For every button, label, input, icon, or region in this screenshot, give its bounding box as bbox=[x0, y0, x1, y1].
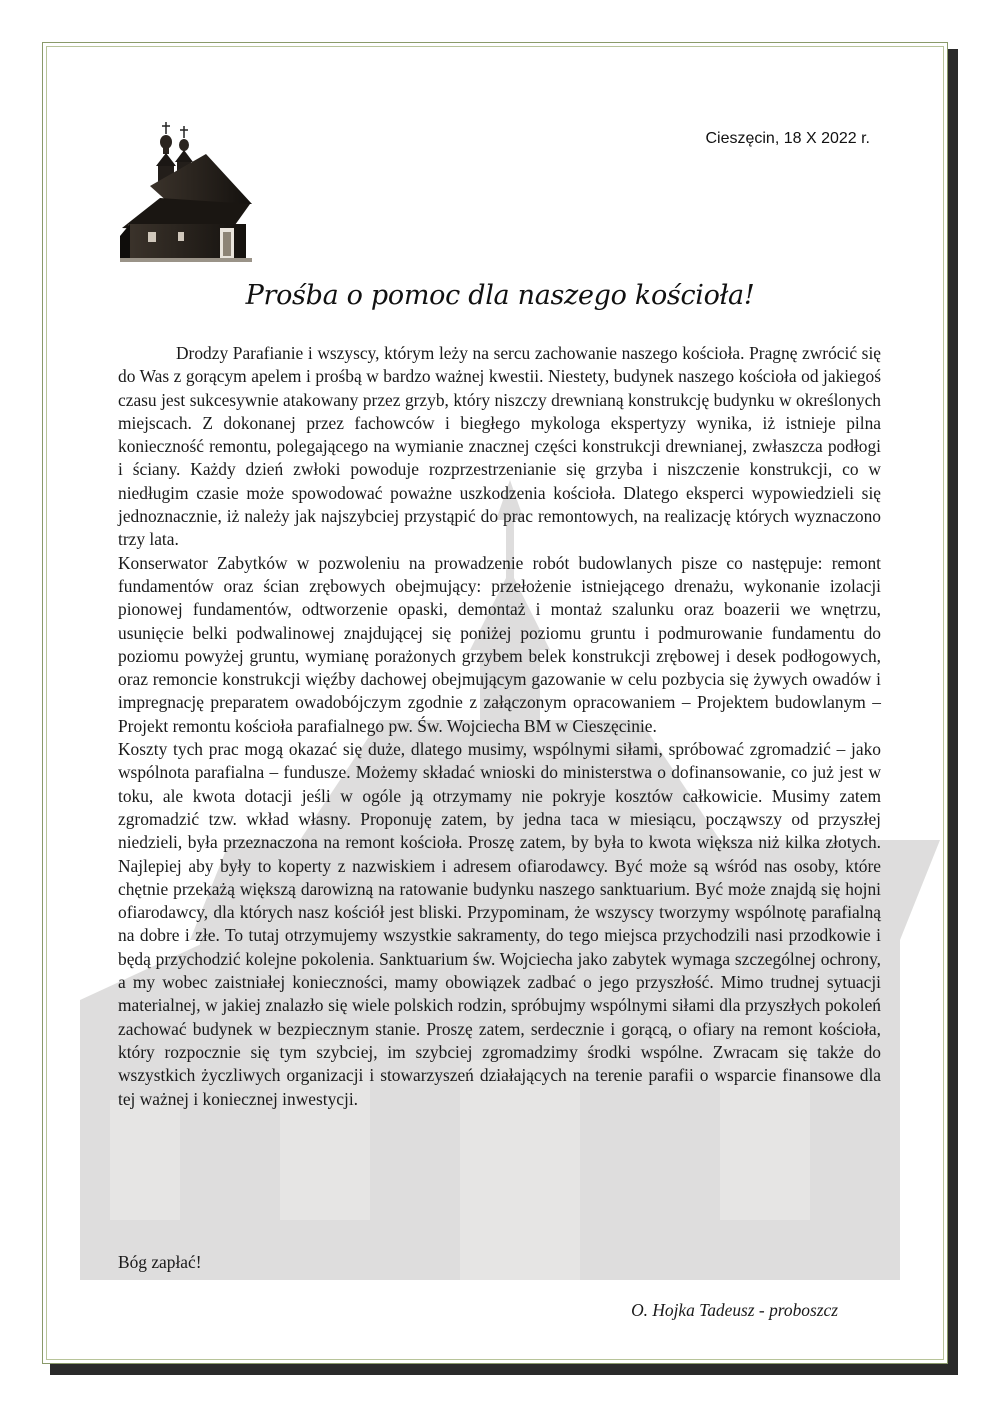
letter-body bbox=[118, 342, 881, 1111]
letter-title: Prośba o pomoc dla naszego kościoła! bbox=[245, 280, 755, 311]
signature: O. Hojka Tadeusz - proboszcz bbox=[631, 1300, 838, 1320]
paragraph-intro: Drodzy Parafianie i wszyscy, którym leży na sercu zachowanie naszego kościoła. Pragnę zwrócić się do Was z gorącym apelem i prośbą w bardzo ważnej kwestii. Niestety, budynek naszego kościoła od jakiegoś czasu jest sukcesywnie atakowany przez grzyb, który niszczy drewnianą konstrukcję budynku w określonych miejscach. Z dokonanej przez fachowców i biegłego mykologa ekspertyzy wynika, iż istnieje pilna konieczność remontu, polegającego na wymianie znacznej części konstrukcji drewnianej, zwłaszcza podłogi i ściany. Każdy dzień zwłoki powoduje rozprzestrzenianie się grzyba i niszczenie konstrukcji, co w niedługim czasie może spowodować poważne uszkodzenia kościoła. Dlatego eksperci wypowiedzieli się jednoznacznie, iż należy jak najszybciej przystąpić do prac remontowych, na realizację których wyznaczono trzy lata. bbox=[118, 343, 881, 550]
paragraph-conservator: Konserwator Zabytków w pozwoleniu na prowadzenie robót budowlanych pisze co następuje: remont fundamentów oraz ścian zrębowych obejmujący: przełożenie istniejącego drenażu, wykonanie izolacji pionowej fundamentów, odtworzenie opaski, demontaż i montaż szalunku oraz boazerii we wnętrzu, usunięcie belki podwalinowej znajdującej się poniżej poziomu gruntu i podmurowanie fundamentu do poziomu powyżej gruntu, wymianę porażonych grzybem belek konstrukcji zrębowej i desek podłogowych, oraz remoncie konstrukcji więźby dachowej obejmującym gazowanie w celu pozbycia się żywych owadów i impregnację preparatem owadobójczym zgodnie z załączonym opracowaniem – Projektem budowlanym – Projekt remontu kościoła parafialnego pw. Św. Wojciecha BM w Cieszęcinie. bbox=[118, 552, 881, 736]
paragraph-costs: Koszty tych prac mogą okazać się duże, dlatego musimy, wspólnymi siłami, spróbować zgromadzić – jako wspólnota parafialna – fundusze. Możemy składać wnioski do ministerstwa o dofinansowanie, co już jest w toku, ale kwota dotacji jeśli w ogóle ją otrzymamy nie pokryje kosztów całkowicie. Musimy zatem zgromadzić tzw. wkład własny. Proponuję zatem, by jedna taca w miesiącu, począwszy od przyszłej niedzieli, była przeznaczona na remont kościoła. Proszę zatem, by była to kwota większa niż kilka złotych. Najlepiej aby były to koperty z nazwiskiem i adresem ofiarodawcy. Być może są wśród nas osoby, które chętnie przekażą większą darowizną na ratowanie budynku naszego sanktuarium. Być może znajdą się hojni ofiarodawcy, dla których nasz kościół jest bliski. Przypominam, że wszyscy tworzymy wspólnotę parafialną na dobre i złe. To tutaj otrzymujemy wszystkie sakramenty, do tego miejsca przychodzili nasi przodkowie i będą przychodzić kolejne pokolenia. Sanktuarium św. Wojciecha jako zabytek wymaga szczególnej ochrony, a my wobec zaistniałej konieczności, mamy obowiązek zadbać o jego przyszłość. Mimo trudnej sytuacji materialnej, w jakiej znalazło się wiele polskich rodzin, spróbujmy wspólnymi siłami dla przyszłych pokoleń zachować budynek w bezpiecznym stanie. Proszę zatem, serdecznie i gorącą, o ofiary na remont kościoła, który rozpocznie się tym szybciej, im szybciej zgromadzimy środki wspólne. Zwracam się także do wszystkich życzliwych organizacji i stowarzyszeń działających na terenie parafii o wsparcie finansowe dla tej ważnej i koniecznej inwestycji. bbox=[118, 739, 881, 1109]
wooden-church-icon bbox=[120, 120, 252, 262]
place-date: Cieszęcin, 18 X 2022 r. bbox=[705, 130, 870, 147]
closing-line: Bóg zapłać! bbox=[118, 1252, 202, 1272]
